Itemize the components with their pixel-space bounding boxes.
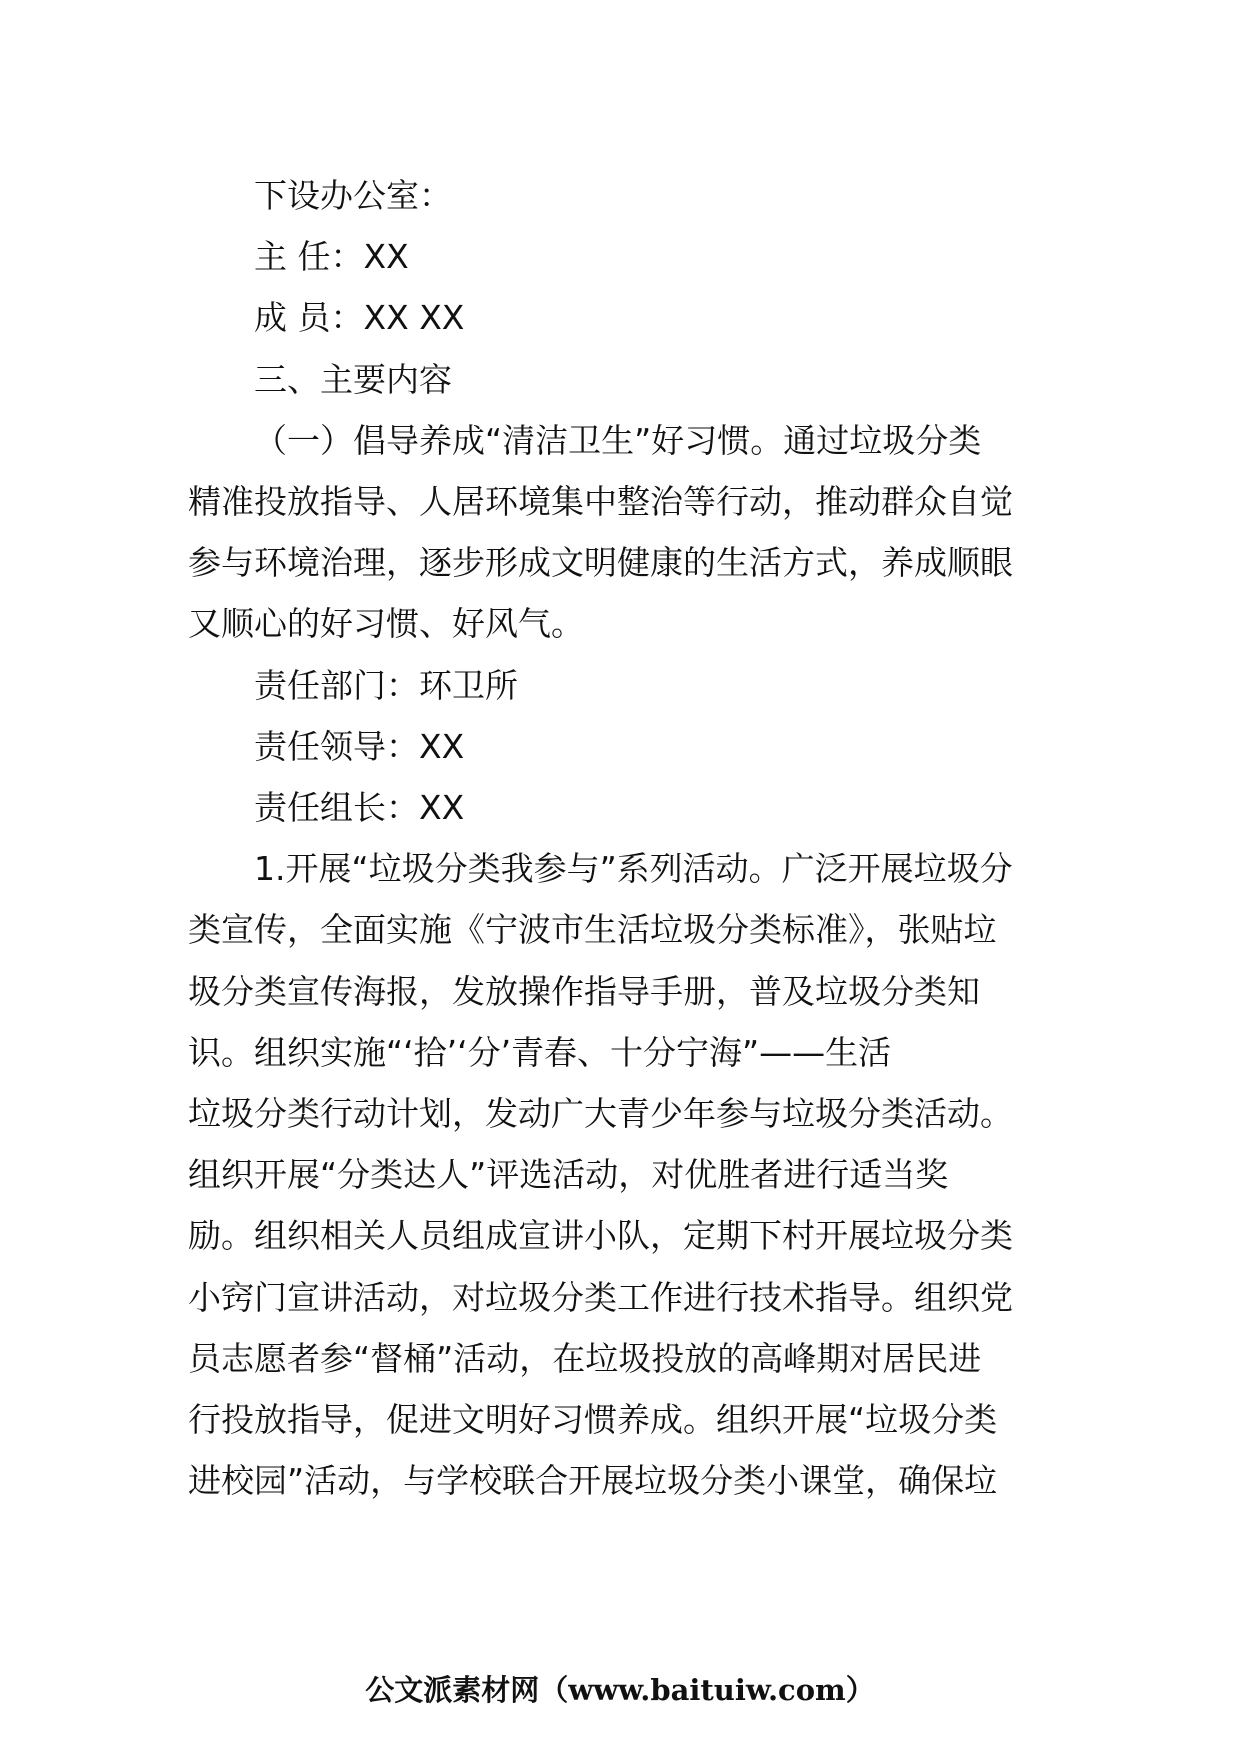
page-footer-watermark: 公文派素材网（www.baituiw.com） [365,1673,875,1707]
paragraph-line: 进校园”活动，与学校联合开展垃圾分类小课堂，确保垃 [188,1461,998,1500]
paragraph-line: 精准投放指导、人居环境集中整治等行动，推动群众自觉 [188,482,1013,521]
paragraph-line: 圾分类宣传海报，发放操作指导手册，普及垃圾分类知 [188,972,980,1011]
paragraph-line: 小窍门宣讲活动，对垃圾分类工作进行技术指导。组织党 [188,1278,1013,1317]
paragraph-line: 1.开展“垃圾分类我参与”系列活动。广泛开展垃圾分 [254,849,1013,888]
paragraph-line: （一）倡导养成“清洁卫生”好习惯。通过垃圾分类 [254,421,982,460]
paragraph-line: 行投放指导，促进文明好习惯养成。组织开展“垃圾分类 [188,1400,998,1439]
paragraph-line: 又顺心的好习惯、好风气。 [188,604,584,643]
section-heading: 三、主要内容 [254,360,452,399]
paragraph-line: 垃圾分类行动计划，发动广大青少年参与垃圾分类活动。 [188,1094,1013,1133]
paragraph-line: 员志愿者参“督桶”活动，在垃圾投放的高峰期对居民进 [188,1339,982,1378]
paragraph-line: 识。组织实施“‘拾’‘分’青春、十分宁海”——生活 [188,1033,892,1072]
paragraph-line: 组织开展“分类达人”评选活动，对优胜者进行适当奖 [188,1155,949,1194]
members-line: 成 员：XX XX [254,298,465,337]
paragraph-line: 参与环境治理，逐步形成文明健康的生活方式，养成顺眼 [188,543,1013,582]
responsible-leader-line: 责任领导：XX [254,727,465,766]
director-line: 主 任：XX [254,237,409,276]
paragraph-line: 励。组织相关人员组成宣讲小队，定期下村开展垃圾分类 [188,1216,1013,1255]
paragraph-line: 类宣传，全面实施《宁波市生活垃圾分类标准》，张贴垃 [188,910,997,949]
office-heading: 下设办公室： [254,176,452,215]
responsible-dept-line: 责任部门：环卫所 [254,666,518,705]
responsible-head-line: 责任组长：XX [254,788,465,827]
